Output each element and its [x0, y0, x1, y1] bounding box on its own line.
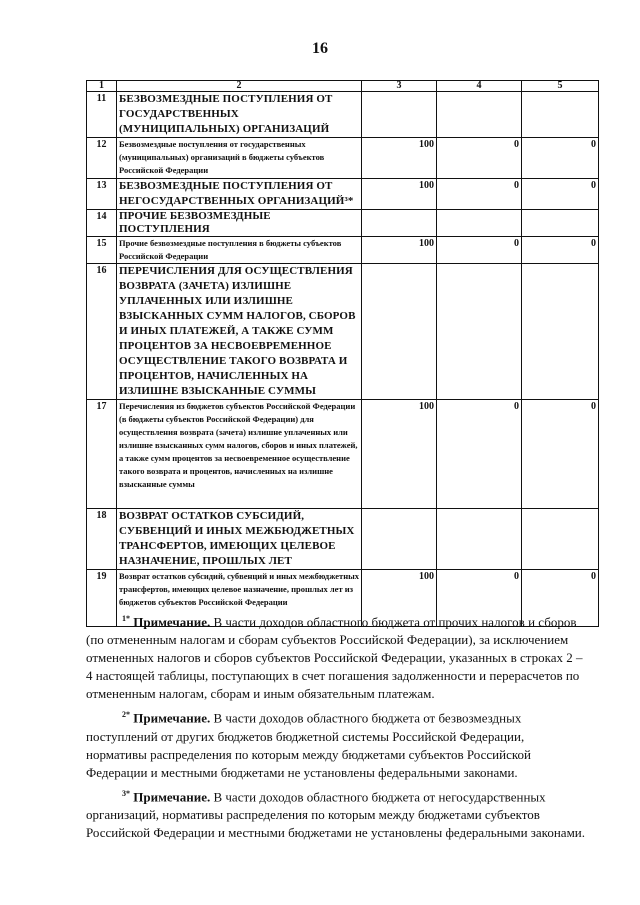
value-col5: 0 [522, 179, 599, 210]
row-number: 11 [87, 92, 117, 138]
value-col3: 100 [362, 400, 437, 509]
footnote-text: В части доходов областного бюджета от негосударственных организаций, нормативы распределения по которым между бюджетами субъектов Российской Федерации и местными бюджетами не установлены федеральными законами. [86, 788, 586, 840]
value-col3: 100 [362, 179, 437, 210]
table-row [87, 92, 599, 138]
row-name: Прочие безвозмездные поступления в бюджеты субъектов Российской Федерации [117, 237, 362, 264]
value-col3: 100 [362, 138, 437, 179]
table-row [87, 237, 599, 264]
page-number: 16 [312, 40, 328, 57]
value-col5 [522, 210, 599, 237]
row-name: Перечисления из бюджетов субъектов Российской Федерации (в бюджеты субъектов Российской Федерации) для осуществления возврата (зачета) излишне уплаченных или излишне взысканных сумм налогов, сборов и иных платежей, а также сумм процентов за несвоевременное осуществление такого возврата и процентов, начисленных на излишне взысканные суммы [117, 400, 362, 509]
table-row [87, 264, 599, 400]
footnote-mark: 2* [122, 710, 130, 720]
row-number: 15 [87, 237, 117, 264]
value-col3: 100 [362, 237, 437, 264]
header-cell: 3 [362, 81, 437, 92]
value-col5: 0 [522, 138, 599, 179]
value-col3 [362, 264, 437, 400]
value-col3 [362, 210, 437, 237]
footnotes [86, 610, 586, 845]
footnote-title: Примечание. [133, 614, 211, 630]
value-col5 [522, 92, 599, 138]
footnote-title: Примечание. [133, 788, 211, 804]
value-col5: 0 [522, 400, 599, 509]
row-name: ПЕРЕЧИСЛЕНИЯ ДЛЯ ОСУЩЕСТВЛЕНИЯ ВОЗВРАТА (ЗАЧЕТА) ИЗЛИШНЕ УПЛАЧЕННЫХ ИЛИ ИЗЛИШНЕ ВЗЫСКАННЫХ СУММ НАЛОГОВ, СБОРОВ И ИНЫХ ПЛАТЕЖЕЙ, А ТАКЖЕ СУММ ПРОЦЕНТОВ ЗА НЕСВОЕВРЕМЕННОЕ ОСУЩЕСТВЛЕНИЕ ТАКОГО ВОЗВРАТА И ПРОЦЕНТОВ, НАЧИСЛЕННЫХ НА ИЗЛИШНЕ ВЗЫСКАННЫЕ СУММЫ [117, 264, 362, 400]
value-col5: 0 [522, 570, 599, 627]
table-row [87, 179, 599, 210]
value-col5 [522, 509, 599, 570]
row-name: БЕЗВОЗМЕЗДНЫЕ ПОСТУПЛЕНИЯ ОТ НЕГОСУДАРСТВЕННЫХ ОРГАНИЗАЦИЙ³* [117, 179, 362, 210]
revenue-table [86, 80, 599, 630]
row-number: 13 [87, 179, 117, 210]
value-col3 [362, 509, 437, 570]
value-col5: 0 [522, 237, 599, 264]
footnote-mark: 1* [122, 614, 130, 623]
footnote-title: Примечание. [133, 710, 211, 726]
footnote [86, 610, 586, 703]
value-col3: 100 [362, 570, 437, 627]
row-number: 12 [87, 138, 117, 179]
table-row [87, 400, 599, 509]
footnote [86, 785, 586, 842]
header-cell: 1 [87, 81, 117, 92]
row-number: 16 [87, 264, 117, 400]
row-name: БЕЗВОЗМЕЗДНЫЕ ПОСТУПЛЕНИЯ ОТ ГОСУДАРСТВЕННЫХ (МУНИЦИПАЛЬНЫХ) ОРГАНИЗАЦИЙ [117, 92, 362, 138]
value-col4 [437, 210, 522, 237]
header-cell: 5 [522, 81, 599, 92]
table-row [87, 509, 599, 570]
row-name: Безвозмездные поступления от государственных (муниципальных) организаций в бюджеты субъектов Российской Федерации [117, 138, 362, 179]
value-col4: 0 [437, 237, 522, 264]
row-name: ВОЗВРАТ ОСТАТКОВ СУБСИДИЙ, СУБВЕНЦИЙ И ИНЫХ МЕЖБЮДЖЕТНЫХ ТРАНСФЕРТОВ, ИМЕЮЩИХ ЦЕЛЕВОЕ НАЗНАЧЕНИЕ, ПРОШЛЫХ ЛЕТ [117, 509, 362, 570]
value-col4 [437, 92, 522, 138]
table-header-row [87, 81, 599, 92]
row-number: 14 [87, 210, 117, 237]
row-number: 17 [87, 400, 117, 509]
header-cell: 4 [437, 81, 522, 92]
value-col4: 0 [437, 179, 522, 210]
value-col4: 0 [437, 570, 522, 627]
value-col4: 0 [437, 400, 522, 509]
row-number: 18 [87, 509, 117, 570]
table-row [87, 210, 599, 237]
header-cell: 2 [117, 81, 362, 92]
footnote-mark: 3* [122, 788, 130, 798]
value-col4 [437, 509, 522, 570]
value-col4 [437, 264, 522, 400]
row-name: ПРОЧИЕ БЕЗВОЗМЕЗДНЫЕ ПОСТУПЛЕНИЯ [117, 210, 362, 237]
value-col4: 0 [437, 138, 522, 179]
row-name: Возврат остатков субсидий, субвенций и иных межбюджетных трансфертов, имеющих целевое назначение, прошлых лет из бюджетов субъектов Российской Федерации [117, 570, 362, 627]
value-col5 [522, 264, 599, 400]
row-number: 19 [87, 570, 117, 627]
footnote [86, 706, 586, 781]
footnote-text: В части доходов областного бюджета от безвозмездных поступлений от других бюджетов бюджетной системы Российской Федерации, нормативы распределения по которым между бюджетами субъектов Российской Федерации и местными бюджетами не установлены федеральными законами. [86, 710, 531, 780]
footnote-text: В части доходов областного бюджета от прочих налогов и сборов (по отмененным налогам и сборам субъектов Российской Федерации), за исключением отмененных налогов и сборов субъектов Российской Федерации, указанных в строках 2 – 4 настоящей таблицы, поступающих в счет погашения задолженности и перерасчетов по отмененным налогам, сборам и иным обязательным платежам. [86, 614, 583, 702]
value-col3 [362, 92, 437, 138]
table-row [87, 138, 599, 179]
